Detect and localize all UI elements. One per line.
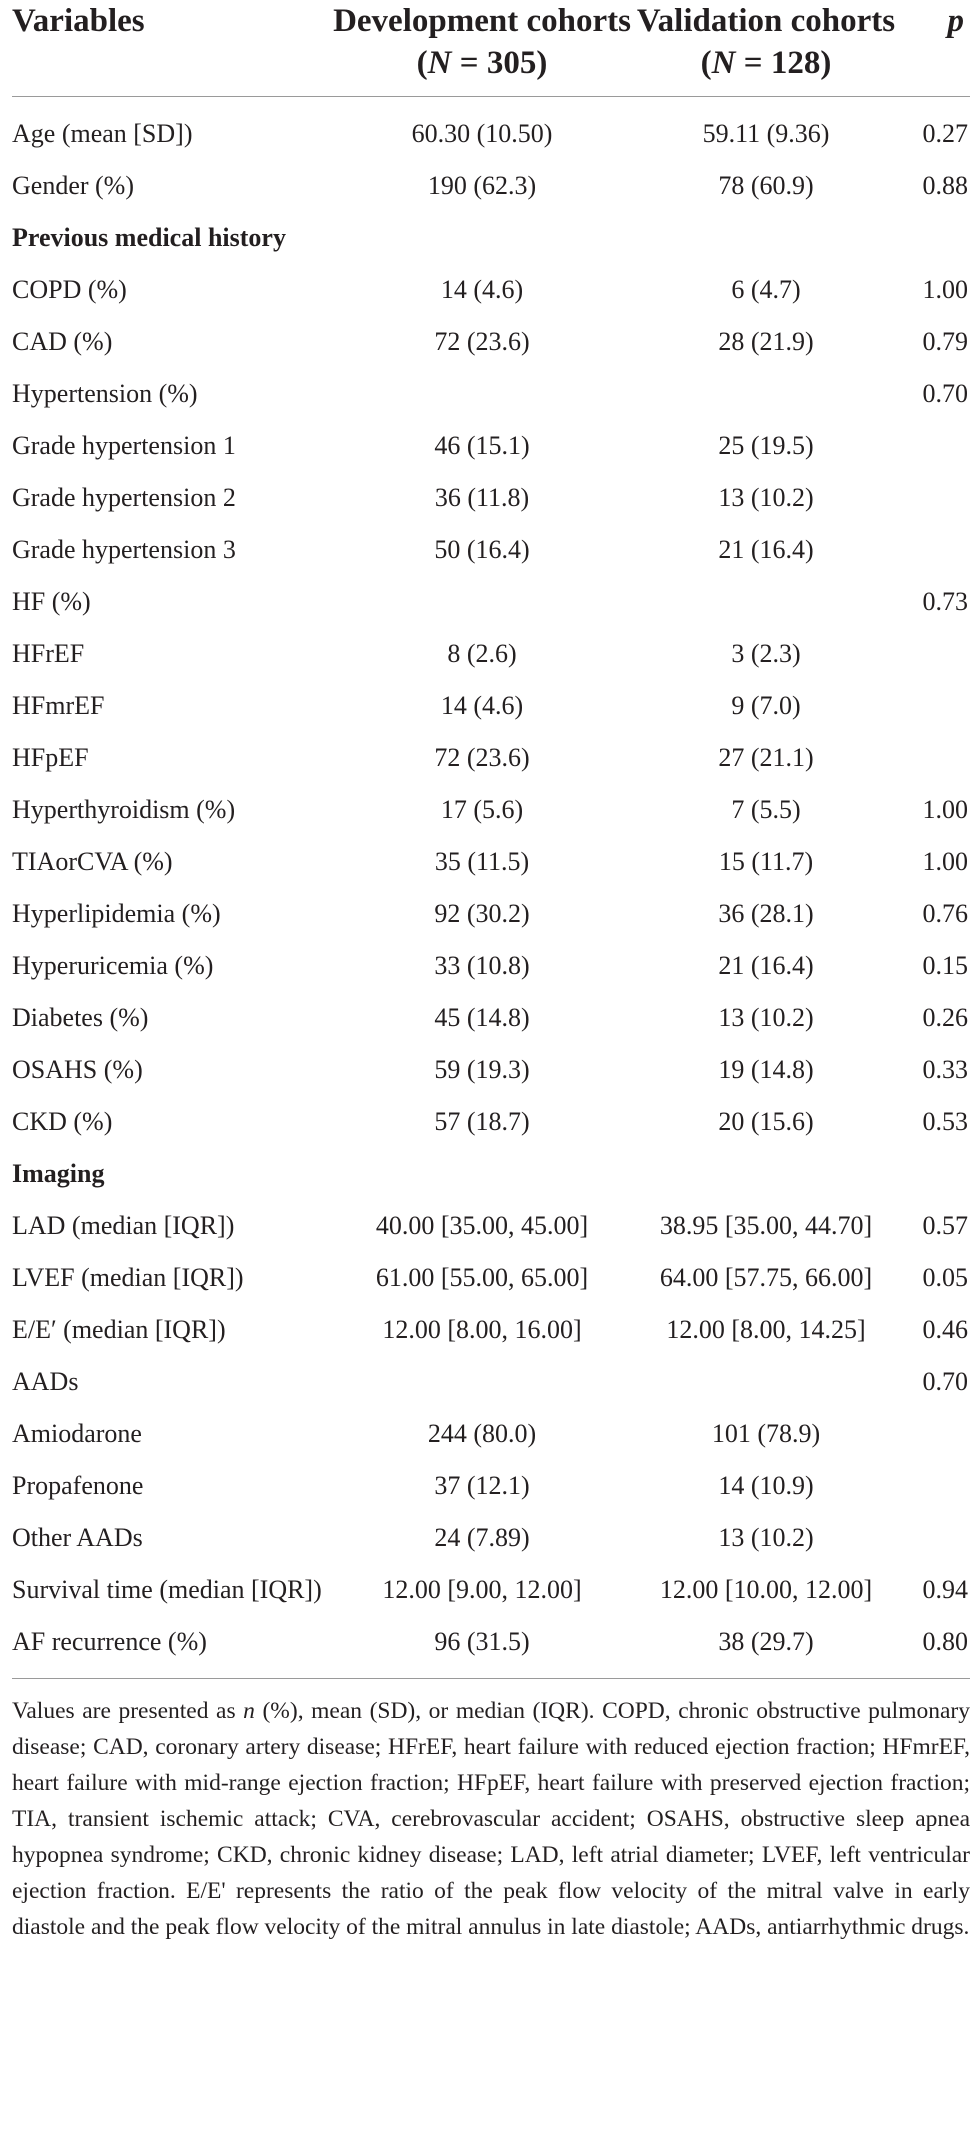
- p-value: 0.70: [922, 1367, 968, 1396]
- validation-value: 21 (16.4): [718, 535, 814, 564]
- development-value: 50 (16.4): [434, 535, 530, 564]
- table-row: [12, 368, 970, 420]
- p-value: 0.53: [922, 1107, 968, 1136]
- validation-value: 59.11 (9.36): [702, 119, 830, 148]
- p-value: 1.00: [922, 847, 968, 876]
- development-value: 46 (15.1): [434, 431, 530, 460]
- development-value: [332, 576, 632, 628]
- table-row: [12, 160, 970, 212]
- header-val-n: (N = 128): [700, 45, 832, 81]
- development-value: [332, 368, 632, 420]
- p-value: 0.88: [922, 171, 968, 200]
- p-value: 0.26: [922, 1003, 968, 1032]
- development-value: 14 (4.6): [440, 275, 524, 304]
- p-value: [900, 472, 970, 524]
- validation-value: 25 (19.5): [718, 431, 814, 460]
- development-value: 40.00 [35.00, 45.00]: [375, 1211, 589, 1240]
- p-value: [900, 1460, 970, 1512]
- development-value: 92 (30.2): [434, 899, 530, 928]
- table-row: [12, 212, 970, 264]
- row-label: AF recurrence (%): [12, 1627, 207, 1656]
- validation-value: 6 (4.7): [731, 275, 801, 304]
- validation-value: 20 (15.6): [718, 1107, 814, 1136]
- row-label: Survival time (median [IQR]): [12, 1575, 322, 1604]
- table-page: [12, 0, 970, 1969]
- row-label: HFpEF: [12, 743, 89, 772]
- validation-value: 19 (14.8): [718, 1055, 814, 1084]
- p-value: [900, 524, 970, 576]
- table-row: [12, 628, 970, 680]
- development-value: 190 (62.3): [427, 171, 537, 200]
- development-value: 96 (31.5): [434, 1627, 530, 1656]
- validation-value: 3 (2.3): [731, 639, 801, 668]
- table-row: [12, 472, 970, 524]
- row-label: Grade hypertension 2: [12, 483, 236, 512]
- development-value: [332, 1356, 632, 1408]
- development-value: [332, 1148, 632, 1200]
- validation-value: 38.95 [35.00, 44.70]: [659, 1211, 873, 1240]
- table-row: [12, 992, 970, 1044]
- row-label: COPD (%): [12, 275, 127, 304]
- header-variables: Variables: [12, 3, 145, 39]
- table-row: [12, 576, 970, 628]
- row-label: CAD (%): [12, 327, 113, 356]
- development-value: 35 (11.5): [434, 847, 530, 876]
- validation-value: 7 (5.5): [731, 795, 801, 824]
- validation-value: 12.00 [8.00, 14.25]: [666, 1315, 866, 1344]
- development-value: 8 (2.6): [447, 639, 517, 668]
- p-value: 1.00: [922, 795, 968, 824]
- table-row: [12, 940, 970, 992]
- table-row: [12, 1148, 970, 1200]
- table-row: [12, 732, 970, 784]
- p-value: [900, 680, 970, 732]
- development-value: 57 (18.7): [434, 1107, 530, 1136]
- development-value: 59 (19.3): [434, 1055, 530, 1084]
- validation-value: [632, 368, 900, 420]
- row-label: LAD (median [IQR]): [12, 1211, 235, 1240]
- p-value: [900, 420, 970, 472]
- row-label: Hyperlipidemia (%): [12, 899, 221, 928]
- p-value: 0.27: [922, 119, 968, 148]
- validation-value: 13 (10.2): [718, 483, 814, 512]
- table-body: [12, 97, 970, 1679]
- header-development-cohorts: [332, 0, 632, 97]
- p-value: 0.46: [922, 1315, 968, 1344]
- row-label: E/E′ (median [IQR]): [12, 1315, 226, 1344]
- development-value: 36 (11.8): [434, 483, 530, 512]
- section-heading: Imaging: [12, 1159, 105, 1188]
- validation-value: 27 (21.1): [718, 743, 814, 772]
- validation-value: [632, 212, 900, 264]
- row-label: Grade hypertension 3: [12, 535, 236, 564]
- p-value: 0.80: [922, 1627, 968, 1656]
- table-header-row: [12, 0, 970, 97]
- row-label: AADs: [12, 1367, 79, 1396]
- table-row: [12, 888, 970, 940]
- validation-value: 101 (78.9): [711, 1419, 821, 1448]
- validation-value: [632, 576, 900, 628]
- p-value: [900, 732, 970, 784]
- table-row: [12, 680, 970, 732]
- p-value: 0.76: [922, 899, 968, 928]
- table-row: [12, 1096, 970, 1148]
- row-label: Diabetes (%): [12, 1003, 149, 1032]
- p-value: 0.15: [922, 951, 968, 980]
- p-value: [900, 1512, 970, 1564]
- p-value: 0.05: [922, 1263, 968, 1292]
- development-value: 12.00 [8.00, 16.00]: [382, 1315, 582, 1344]
- row-label: HFrEF: [12, 639, 85, 668]
- validation-value: 36 (28.1): [718, 899, 814, 928]
- table-row: [12, 836, 970, 888]
- validation-value: 9 (7.0): [731, 691, 801, 720]
- table-row: [12, 524, 970, 576]
- table-row: [12, 1304, 970, 1356]
- section-heading: Previous medical history: [12, 223, 286, 252]
- row-label: CKD (%): [12, 1107, 113, 1136]
- row-label: Age (mean [SD]): [12, 119, 193, 148]
- table-row: [12, 1460, 970, 1512]
- row-label: Gender (%): [12, 171, 134, 200]
- header-dev-title: Development cohorts: [333, 3, 631, 39]
- row-label: Hypertension (%): [12, 379, 198, 408]
- validation-value: 12.00 [10.00, 12.00]: [659, 1575, 873, 1604]
- development-value: 45 (14.8): [434, 1003, 530, 1032]
- row-label: HF (%): [12, 587, 91, 616]
- development-value: 244 (80.0): [427, 1419, 537, 1448]
- development-value: 72 (23.6): [434, 743, 530, 772]
- baseline-characteristics-table: [12, 0, 970, 1679]
- table-row: [12, 1200, 970, 1252]
- validation-value: 13 (10.2): [718, 1523, 814, 1552]
- validation-value: 21 (16.4): [718, 951, 814, 980]
- row-label: OSAHS (%): [12, 1055, 143, 1084]
- row-label: Hyperuricemia (%): [12, 951, 214, 980]
- validation-value: 13 (10.2): [718, 1003, 814, 1032]
- table-row: [12, 1512, 970, 1564]
- development-value: [332, 212, 632, 264]
- table-row: [12, 1044, 970, 1096]
- validation-value: 14 (10.9): [718, 1471, 814, 1500]
- header-dev-n: (N = 305): [416, 45, 548, 81]
- validation-value: 64.00 [57.75, 66.00]: [659, 1263, 873, 1292]
- header-p-value: p: [947, 3, 964, 39]
- development-value: 12.00 [9.00, 12.00]: [382, 1575, 582, 1604]
- validation-value: 15 (11.7): [718, 847, 814, 876]
- p-value: 0.70: [922, 379, 968, 408]
- table-row: [12, 1356, 970, 1408]
- table-row: [12, 97, 970, 161]
- row-label: Other AADs: [12, 1523, 143, 1552]
- validation-value: [632, 1148, 900, 1200]
- p-value: [900, 1148, 970, 1200]
- validation-value: 78 (60.9): [718, 171, 814, 200]
- validation-value: 28 (21.9): [718, 327, 814, 356]
- p-value: 1.00: [922, 275, 968, 304]
- p-value: [900, 212, 970, 264]
- table-row: [12, 784, 970, 836]
- header-validation-cohorts: [632, 0, 900, 97]
- table-row: [12, 264, 970, 316]
- row-label: Grade hypertension 1: [12, 431, 236, 460]
- row-label: HFmrEF: [12, 691, 105, 720]
- development-value: 60.30 (10.50): [411, 119, 553, 148]
- p-value: [900, 1408, 970, 1460]
- table-row: [12, 1252, 970, 1304]
- development-value: 14 (4.6): [440, 691, 524, 720]
- table-row: [12, 1408, 970, 1460]
- development-value: 61.00 [55.00, 65.00]: [375, 1263, 589, 1292]
- table-row: [12, 1616, 970, 1679]
- development-value: 37 (12.1): [434, 1471, 530, 1500]
- row-label: Propafenone: [12, 1471, 144, 1500]
- p-value: [900, 628, 970, 680]
- p-value: 0.33: [922, 1055, 968, 1084]
- validation-value: [632, 1356, 900, 1408]
- p-value: 0.73: [922, 587, 968, 616]
- development-value: 17 (5.6): [440, 795, 524, 824]
- p-value: 0.94: [922, 1575, 968, 1604]
- header-val-title: Validation cohorts: [636, 3, 896, 39]
- table-footnote: Values are presented as n (%), mean (SD), or median (IQR). COPD, chronic obstructive pulmonary disease; CAD, coronary artery disease; HFrEF, heart failure with reduced ejection fraction; HFmrEF, heart failure with mid-range ejection fraction; HFpEF, heart failure with preserved ejection fraction; TIA, transient ischemic attack; CVA, cerebrovascular accident; OSAHS, obstructive sleep apnea hypopnea syndrome; CKD, chronic kidney disease; LAD, left atrial diameter; LVEF, left ventricular ejection fraction. E/E' represents the ratio of the peak flow velocity of the mitral valve in early diastole and the peak flow velocity of the mitral annulus in late diastole; AADs, antiarrhythmic drugs.: [12, 1698, 970, 1940]
- row-label: Amiodarone: [12, 1419, 142, 1448]
- row-label: Hyperthyroidism (%): [12, 795, 236, 824]
- table-row: [12, 316, 970, 368]
- table-row: [12, 420, 970, 472]
- development-value: 24 (7.89): [434, 1523, 530, 1552]
- row-label: LVEF (median [IQR]): [12, 1263, 244, 1292]
- validation-value: 38 (29.7): [718, 1627, 814, 1656]
- p-value: 0.57: [922, 1211, 968, 1240]
- row-label: TIAorCVA (%): [12, 847, 173, 876]
- p-value: 0.79: [922, 327, 968, 356]
- table-row: [12, 1564, 970, 1616]
- development-value: 33 (10.8): [434, 951, 530, 980]
- development-value: 72 (23.6): [434, 327, 530, 356]
